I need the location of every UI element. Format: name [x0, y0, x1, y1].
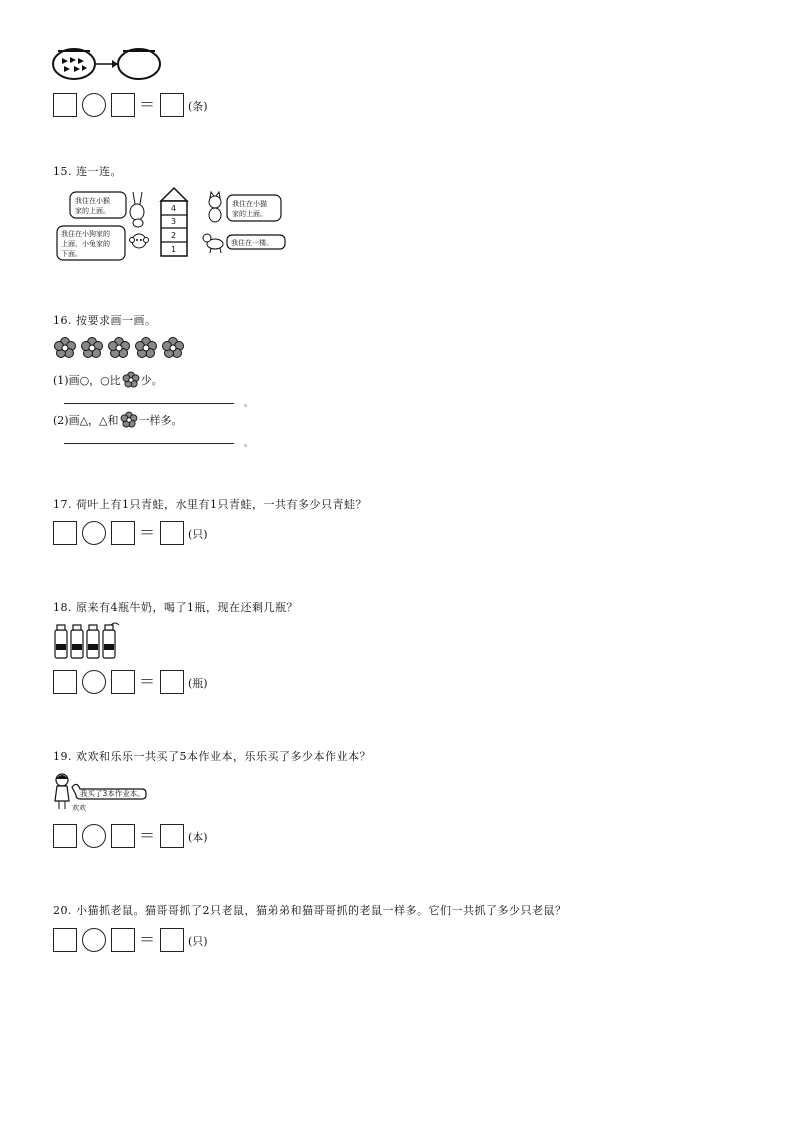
operator-circle[interactable] — [82, 670, 106, 694]
unit-label: (本) — [188, 831, 208, 844]
answer-box-1[interactable] — [53, 824, 77, 848]
equals-sign: ＝ — [139, 523, 156, 542]
equals-sign: ＝ — [139, 930, 156, 949]
monkey-bubble-text: 我住在小狗家的 — [61, 230, 110, 238]
q16-part1 — [53, 371, 163, 389]
unit-label: (条) — [188, 100, 208, 113]
answer-box-2[interactable] — [111, 824, 135, 848]
building-matching-illustration — [55, 186, 290, 268]
flower-icon — [121, 371, 141, 389]
unit-label: (只) — [188, 935, 208, 948]
answer-box-2[interactable] — [111, 670, 135, 694]
period-2: 。 — [244, 439, 254, 449]
operator-circle[interactable] — [82, 93, 106, 117]
rabbit-bubble-text: 我住在小猴 — [75, 197, 110, 205]
floor-number: 3 — [171, 217, 177, 226]
answer-box-2[interactable] — [111, 521, 135, 545]
answer-box-result[interactable] — [160, 670, 184, 694]
equals-sign: ＝ — [139, 95, 156, 114]
question-15-title: 15. 连一连。 — [53, 165, 122, 178]
answer-box-1[interactable] — [53, 928, 77, 952]
unit-label: (瓶) — [188, 677, 208, 690]
rabbit-bubble-text: 家的上面。 — [75, 207, 110, 215]
answer-box-result[interactable] — [160, 928, 184, 952]
girl-illustration — [52, 771, 152, 817]
operator-circle[interactable] — [82, 824, 106, 848]
operator-circle[interactable] — [82, 521, 106, 545]
question-20-title: 20. 小猫抓老鼠。猫哥哥抓了2只老鼠，猫弟弟和猫哥哥抓的老鼠一样多。它们一共抓了多少只老鼠？ — [53, 904, 567, 917]
fishbowl-illustration — [50, 44, 170, 86]
question-17-title: 17. 荷叶上有1只青蛙，水里有1只青蛙，一共有多少只青蛙？ — [53, 498, 367, 511]
floor-number: 1 — [171, 245, 177, 254]
milk-bottle-icons — [53, 622, 123, 660]
operator-circle[interactable] — [82, 928, 106, 952]
question-18-title: 18. 原来有4瓶牛奶，喝了1瓶，现在还剩几瓶？ — [53, 601, 298, 614]
girl-speech-picture — [52, 771, 152, 813]
flower-icons — [52, 336, 187, 360]
monkey-bubble-text: 下面。 — [61, 250, 82, 258]
answer-box-2[interactable] — [111, 93, 135, 117]
building-animals-picture — [55, 186, 290, 264]
answer-box-2[interactable] — [111, 928, 135, 952]
dog-bubble-text: 我住在一楼。 — [231, 239, 273, 247]
q16-part2-prefix: (2)画△，△和 — [53, 414, 119, 427]
q16-part1-suffix: 少。 — [140, 374, 163, 387]
milk-bottles — [53, 622, 123, 664]
question-16-title: 16. 按要求画一画。 — [53, 314, 157, 327]
answer-box-1[interactable] — [53, 521, 77, 545]
answer-box-result[interactable] — [160, 521, 184, 545]
girl-speech-text: 我买了3本作业本。 — [80, 789, 145, 798]
equals-sign: ＝ — [139, 672, 156, 691]
monkey-bubble-text: 上面，小兔家的 — [61, 240, 110, 248]
answer-line-2[interactable] — [64, 443, 234, 444]
answer-box-result[interactable] — [160, 93, 184, 117]
equals-sign: ＝ — [139, 826, 156, 845]
q16-part2 — [53, 411, 183, 429]
unit-label: (只) — [188, 528, 208, 541]
question-19-title: 19. 欢欢和乐乐一共买了5本作业本，乐乐买了多少本作业本？ — [53, 750, 371, 763]
fishbowl-arrow-icon — [50, 44, 170, 82]
floor-number: 4 — [171, 204, 177, 213]
flower-icon — [119, 411, 139, 429]
cat-bubble-text: 我住在小猫 — [232, 200, 267, 208]
q16-part1-prefix: (1)画○，○比 — [53, 374, 121, 387]
floor-number: 2 — [171, 231, 177, 240]
girl-name-label: 欢欢 — [72, 804, 86, 812]
period-1: 。 — [244, 399, 254, 409]
cat-bubble-text: 家的上面。 — [232, 210, 267, 218]
answer-line-1[interactable] — [64, 403, 234, 404]
answer-box-1[interactable] — [53, 670, 77, 694]
flower-row — [52, 336, 187, 364]
answer-box-result[interactable] — [160, 824, 184, 848]
answer-box-1[interactable] — [53, 93, 77, 117]
q16-part2-suffix: 一样多。 — [138, 414, 183, 427]
